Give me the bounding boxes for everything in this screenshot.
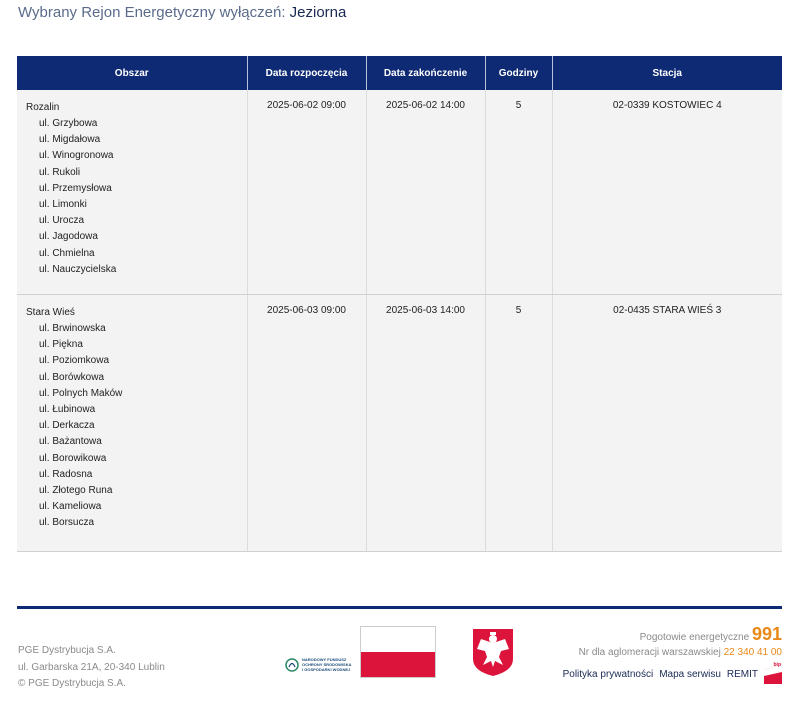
street: ul. Kameliowa	[39, 501, 102, 513]
emergency-number: 991	[751, 624, 782, 644]
street: ul. Poziomkowa	[39, 355, 110, 367]
street: ul. Bażantowa	[39, 436, 102, 448]
remit-link[interactable]: REMIT	[726, 668, 758, 680]
start-date-cell: 2025-06-02 09:00	[247, 90, 366, 295]
company-info	[18, 643, 165, 693]
street: ul. Chmielna	[39, 247, 95, 259]
footer-links	[563, 664, 782, 684]
company-address: ul. Garbarska 21A, 20-340 Lublin	[18, 661, 165, 673]
table-row	[17, 295, 782, 552]
table-row	[17, 90, 782, 295]
column-header-start: Data rozpoczęcia	[247, 56, 366, 90]
street: ul. Derkacza	[39, 420, 95, 432]
street: ul. Winogronowa	[39, 150, 114, 162]
column-header-station: Stacja	[552, 56, 782, 90]
nfos-line: I GOSPODARKI WODNEJ	[302, 667, 351, 672]
sitemap-link[interactable]: Mapa serwisu	[659, 668, 721, 680]
street: ul. Brwinowska	[39, 323, 106, 334]
hours-cell: 5	[485, 90, 552, 295]
nfos-text	[302, 657, 360, 672]
street: ul. Łubinowa	[39, 404, 96, 416]
street: ul. Polnych Maków	[39, 387, 123, 399]
street: ul. Borsucza	[39, 517, 95, 529]
privacy-policy-link[interactable]: Polityka prywatności	[562, 668, 654, 680]
street: ul. Nauczycielska	[39, 263, 117, 275]
outage-table	[17, 56, 782, 552]
street: ul. Złotego Runa	[39, 485, 113, 497]
street: ul. Radosna	[39, 468, 93, 480]
street: ul. Borówkowa	[39, 371, 105, 383]
page-title	[18, 4, 346, 21]
nfos-line: NARODOWY FUNDUSZ	[302, 657, 347, 662]
warsaw-label: Nr dla aglomeracji warszawskiej	[578, 647, 721, 658]
column-header-area: Obszar	[17, 56, 247, 90]
street: ul. Limonki	[39, 199, 87, 211]
bip-label: bip	[773, 662, 781, 668]
street: ul. Urocza	[39, 215, 85, 227]
hours-cell: 5	[485, 295, 552, 552]
footer-divider	[17, 606, 782, 609]
bip-icon[interactable]	[764, 664, 782, 684]
end-date-cell: 2025-06-03 14:00	[366, 295, 485, 552]
warsaw-number: 22 340 41 00	[723, 647, 782, 658]
polish-eagle-emblem-icon[interactable]	[471, 627, 515, 677]
street: ul. Przemysłowa	[39, 182, 112, 194]
area-cell	[17, 90, 247, 295]
street: ul. Borowikowa	[39, 452, 107, 464]
emergency-line	[563, 624, 782, 645]
table-header-row	[17, 56, 782, 90]
street: ul. Jagodowa	[39, 231, 98, 243]
polish-flag[interactable]	[360, 626, 436, 678]
nfos-logo[interactable]	[285, 657, 360, 672]
street: ul. Grzybowa	[39, 118, 98, 129]
emergency-label: Pogotowie energetyczne	[639, 632, 750, 643]
warsaw-line	[563, 647, 782, 658]
column-header-hours: Godziny	[485, 56, 552, 90]
start-date-cell: 2025-06-03 09:00	[247, 295, 366, 552]
street: ul. Migdałowa	[39, 134, 101, 146]
station-cell: 02-0339 KOSTOWIEC 4	[552, 90, 782, 295]
nfos-line: OCHRONY ŚRODOWISKA	[302, 662, 352, 667]
company-name: PGE Dystrybucja S.A.	[18, 645, 116, 656]
nfos-leaf-icon	[285, 658, 299, 672]
end-date-cell: 2025-06-02 14:00	[366, 90, 485, 295]
column-header-end: Data zakończenie	[366, 56, 485, 90]
area-cell	[17, 295, 247, 552]
street: ul. Piękna	[39, 339, 83, 351]
station-cell: 02-0435 STARA WIEŚ 3	[552, 295, 782, 552]
contact-box	[563, 624, 782, 684]
area-name: Stara Wieś	[26, 307, 75, 318]
area-name: Rozalin	[26, 102, 60, 113]
selected-region: Jeziorna	[289, 4, 347, 21]
page-title-prefix: Wybrany Rejon Energetyczny wyłączeń:	[18, 4, 286, 21]
street: ul. Rukoli	[39, 166, 81, 178]
copyright: © PGE Dystrybucja S.A.	[18, 678, 126, 689]
